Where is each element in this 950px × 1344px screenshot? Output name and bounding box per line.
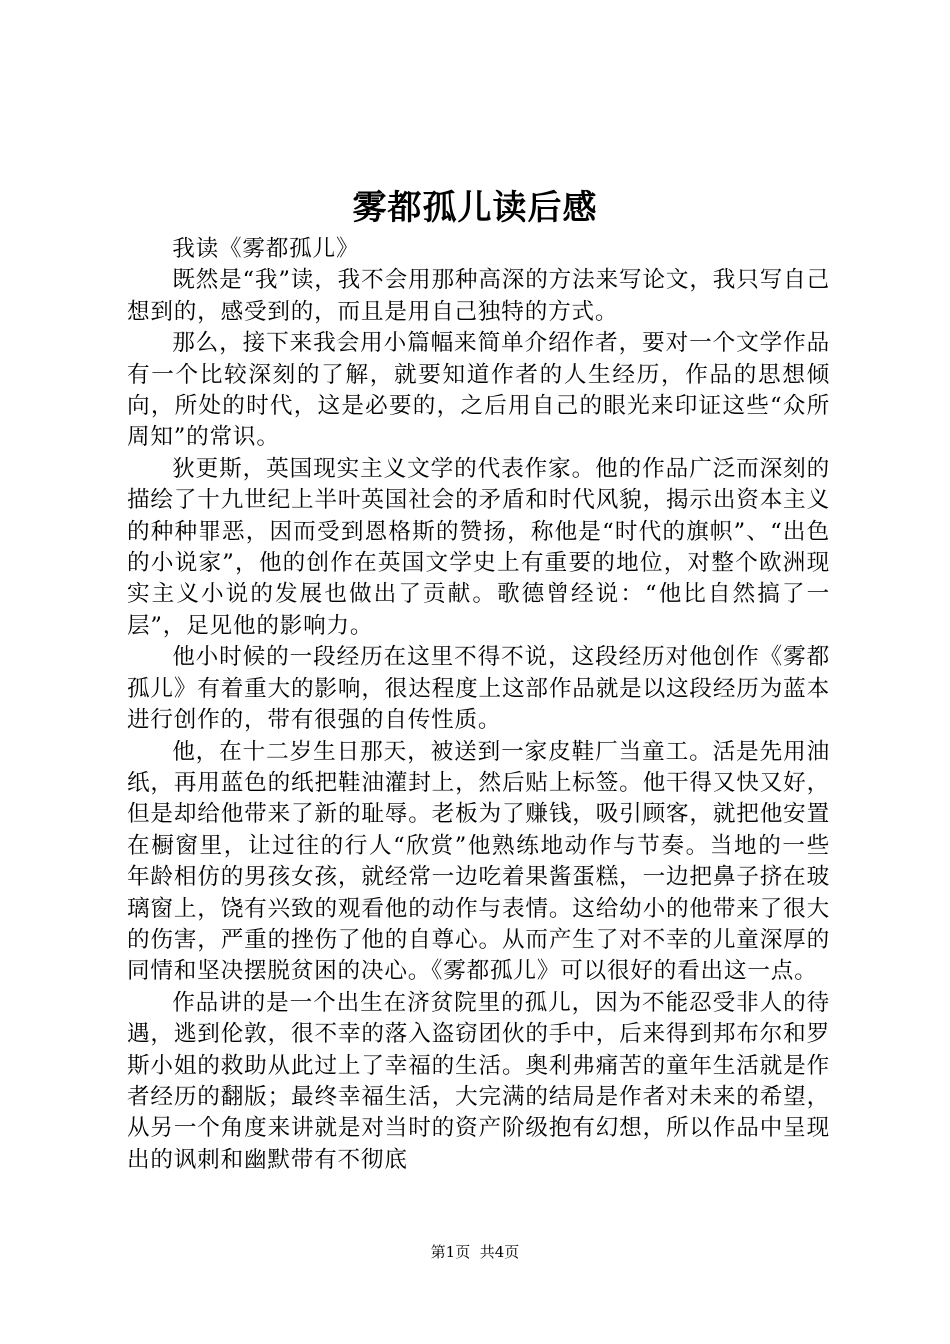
page-number: 第1页 bbox=[430, 1243, 471, 1261]
paragraph: 狄更斯，英国现实主义文学的代表作家。他的作品广泛而深刻的描绘了十九世纪上半叶英国社会的矛盾和时代风貌，揭示出资本主义的种种罪恶，因而受到恩格斯的赞扬，称他是“时代的旗帜”、“出色的小说家”，他的创作在英国文学史上有重要的地位，对整个欧洲现实主义小说的发展也做出了贡献。歌德曾经说：“他比自然搞了一层”，足见他的影响力。 bbox=[127, 455, 830, 639]
paragraph: 他小时候的一段经历在这里不得不说，这段经历对他创作《雾都孤儿》有着重大的影响，很达程度上这部作品就是以这段经历为蓝本进行创作的，带有很强的自传性质。 bbox=[127, 644, 830, 734]
page-total: 共4页 bbox=[479, 1243, 520, 1261]
footer-spacer bbox=[470, 1243, 480, 1261]
document-body bbox=[127, 234, 830, 1176]
page-footer bbox=[0, 1240, 950, 1264]
paragraph: 既然是“我”读，我不会用那种高深的方法来写论文，我只写自己想到的，感受到的，而且是用自己独特的方式。 bbox=[127, 267, 830, 325]
paragraph: 作品讲的是一个出生在济贫院里的孤儿，因为不能忍受非人的待遇，逃到伦敦，很不幸的落入盗窃团伙的手中，后来得到邦布尔和罗斯小姐的救助从此过上了幸福的生活。奥利弗痛苦的童年生活就是作者经历的翻版；最终幸福生活，大完满的结局是作者对未来的希望，从另一个角度来讲就是对当时的资产阶级抱有幻想，所以作品中呈现出的讽刺和幽默带有不彻底 bbox=[127, 989, 830, 1173]
paragraph: 他，在十二岁生日那天，被送到一家皮鞋厂当童工。活是先用油纸，再用蓝色的纸把鞋油灌封上，然后贴上标签。他干得又快又好，但是却给他带来了新的耻辱。老板为了赚钱，吸引顾客，就把他安置在橱窗里，让过往的行人“欣赏”他熟练地动作与节奏。当地的一些年龄相仿的男孩女孩，就经常一边吃着果酱蛋糕，一边把鼻子挤在玻璃窗上，饶有兴致的观看他的动作与表情。这给幼小的他带来了很大的伤害，严重的挫伤了他的自尊心。从而产生了对不幸的儿童深厚的同情和坚决摆脱贫困的决心。《雾都孤儿》可以很好的看出这一点。 bbox=[127, 738, 830, 985]
paragraph-subtitle: 我读《雾都孤儿》 bbox=[172, 236, 360, 262]
paragraph: 那么，接下来我会用小篇幅来简单介绍作者，要对一个文学作品有一个比较深刻的了解，就要知道作者的人生经历，作品的思想倾向，所处的时代，这是必要的，之后用自己的眼光来印证这些“众所周知”的常识。 bbox=[127, 330, 830, 451]
document-title: 雾都孤儿读后感 bbox=[352, 188, 598, 228]
